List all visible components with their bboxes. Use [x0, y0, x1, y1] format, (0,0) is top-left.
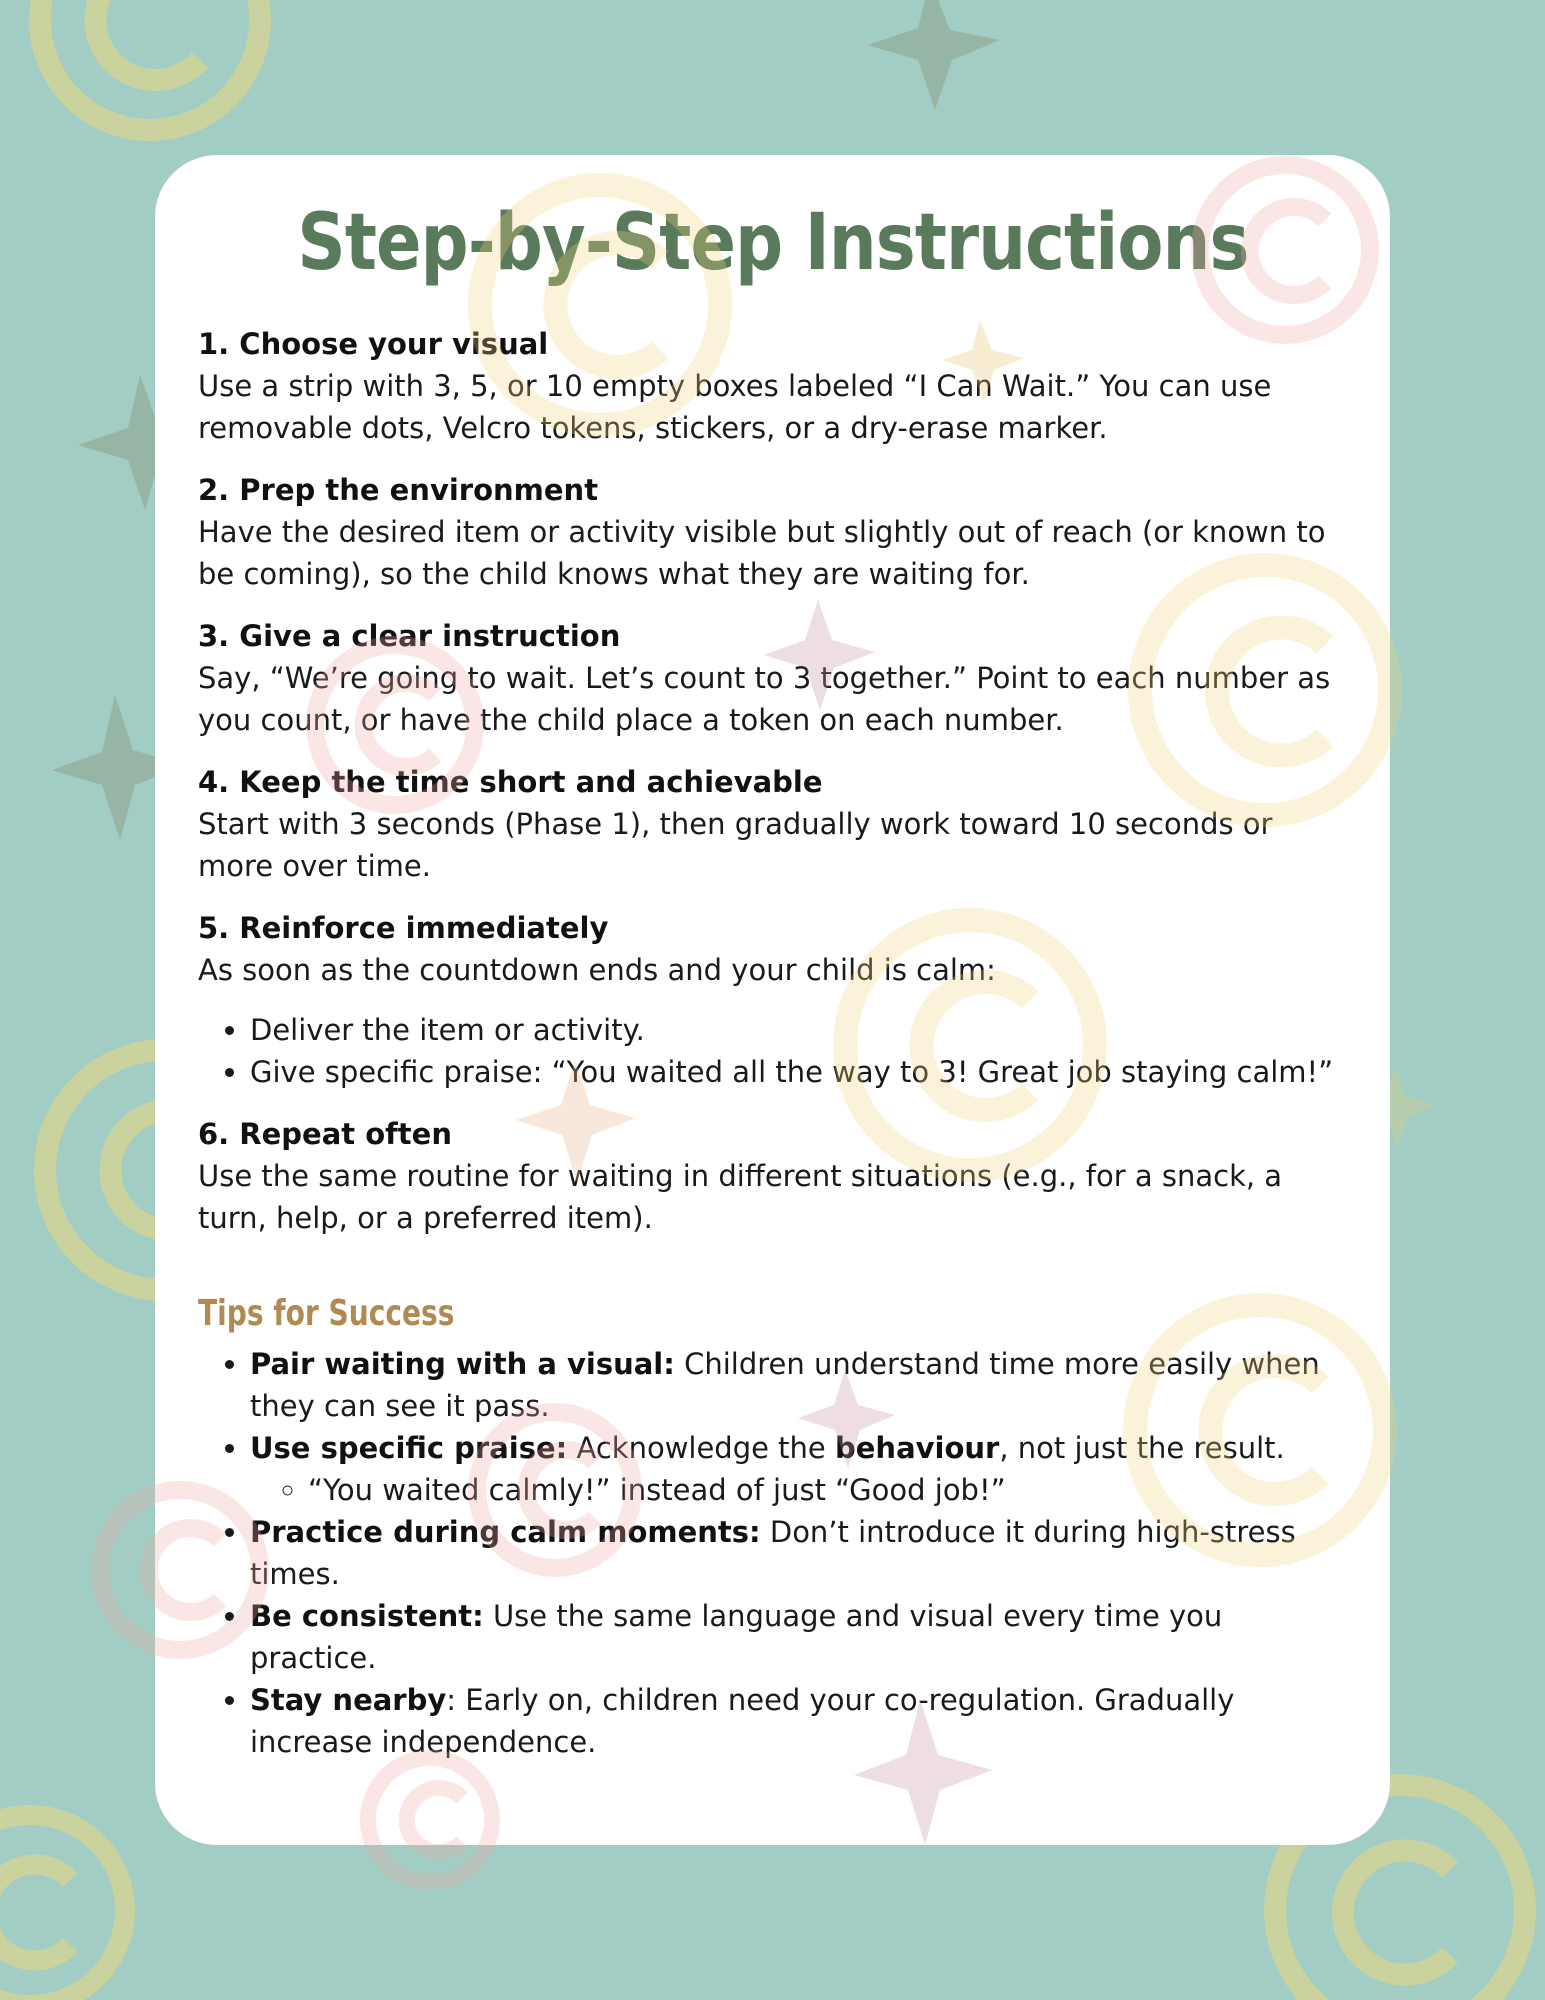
tip-subitem: ◦ “You waited calmly!” instead of just “Good job!” [308, 1469, 1348, 1511]
step-title: 6. Repeat often [198, 1117, 452, 1151]
tip-text: Acknowledge the [567, 1431, 835, 1465]
tip-sublist [250, 1469, 1348, 1511]
step-title: 4. Keep the time short and achievable [198, 765, 823, 799]
step-4 [198, 761, 1348, 887]
tip-item [250, 1595, 1348, 1679]
tip-item [250, 1343, 1348, 1427]
tip-emphasis: behaviour [835, 1431, 1000, 1465]
step-title: 5. Reinforce immediately [198, 911, 609, 945]
tip-text: Don’t introduce it during high-stress times. [250, 1515, 1296, 1591]
list-item: • Deliver the item or activity. [250, 1009, 1348, 1051]
tip-text: Use the same language and visual every time you practice. [250, 1599, 1223, 1675]
tip-label: Use specific praise: [250, 1431, 568, 1465]
step-body: Use a strip with 3, 5, or 10 empty boxes labeled “I Can Wait.” You can use removable dots, Velcro tokens, stickers, or a dry-erase marker. [198, 369, 1272, 445]
step-body: Have the desired item or activity visible but slightly out of reach (or known to be coming), so the child knows what they are waiting for. [198, 515, 1326, 591]
star-icon [868, 0, 1000, 110]
tip-text: Children understand time more easily when they can see it pass. [250, 1347, 1320, 1423]
tip-label: Practice during calm moments: [250, 1515, 761, 1549]
step-title: 1. Choose your visual [198, 327, 549, 361]
tip-label: Stay nearby [250, 1683, 447, 1717]
step-body: Say, “We’re going to wait. Let’s count to 3 together.” Point to each number as you count, or have the child place a token on each number. [198, 661, 1331, 737]
step-2 [198, 469, 1348, 595]
tips-heading: Tips for Success [198, 1293, 455, 1334]
step-6 [198, 1113, 1348, 1239]
step-body: Use the same routine for waiting in different situations (e.g., for a snack, a turn, help, or a preferred item). [198, 1159, 1283, 1235]
step-body: Start with 3 seconds (Phase 1), then gradually work toward 10 seconds or more over time. [198, 807, 1273, 883]
tips-list [198, 1343, 1348, 1763]
step-title: 3. Give a clear instruction [198, 619, 621, 653]
reinforce-list [198, 1009, 1348, 1093]
copyright-watermark-icon [0, 1815, 125, 2000]
tip-item [250, 1511, 1348, 1595]
page-title: Step-by-Step Instructions [297, 198, 1249, 288]
step-1 [198, 323, 1348, 449]
step-5 [198, 907, 1348, 1093]
instructions-card [155, 155, 1390, 1845]
tip-item [250, 1427, 1348, 1511]
copyright-watermark-icon [40, 0, 260, 130]
step-title: 2. Prep the environment [198, 473, 599, 507]
step-body: As soon as the countdown ends and your child is calm: [198, 953, 996, 987]
step-3 [198, 615, 1348, 741]
tip-label: Be consistent: [250, 1599, 484, 1633]
tip-label: Pair waiting with a visual: [250, 1347, 675, 1381]
list-item: • Give specific praise: “You waited all the way to 3! Great job staying calm!” [250, 1051, 1348, 1093]
tip-text: , not just the result. [999, 1431, 1285, 1465]
tip-text: : Early on, children need your co-regulation. Gradually increase independence. [250, 1683, 1235, 1759]
tip-item [250, 1679, 1348, 1763]
